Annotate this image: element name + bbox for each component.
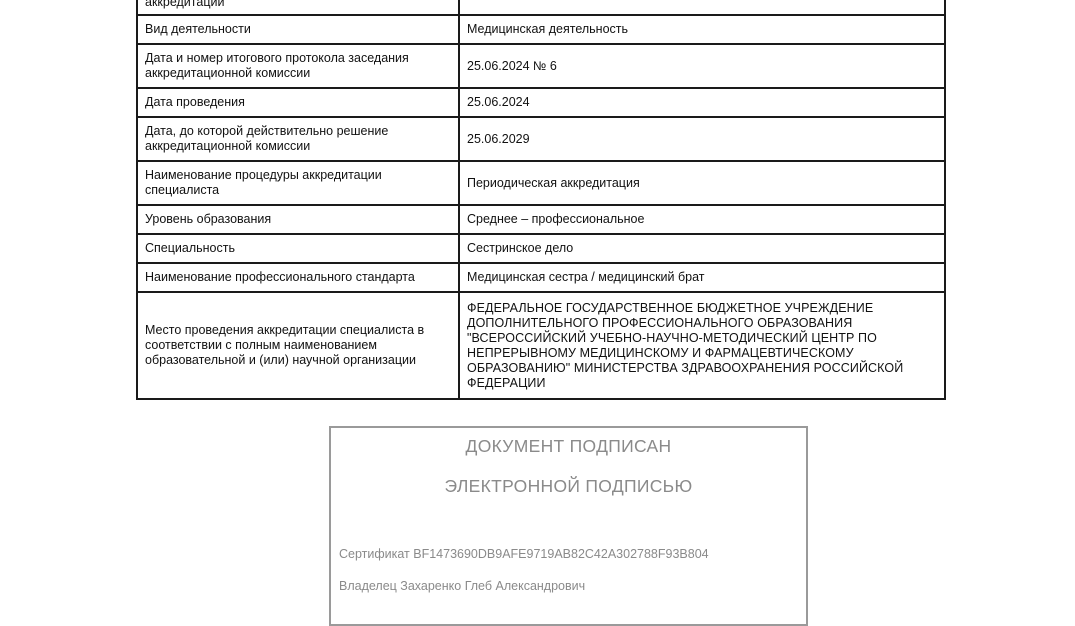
row-label: Специальность — [137, 234, 459, 263]
row-label: аккредитации — [137, 0, 459, 15]
table-row — [137, 88, 945, 117]
signature-title-line-2: ЭЛЕКТРОННОЙ ПОДПИСЬЮ — [444, 476, 693, 496]
row-label: Наименование процедуры аккредитации специалиста — [137, 161, 459, 205]
row-label: Вид деятельности — [137, 15, 459, 44]
signature-certificate: Сертификат BF1473690DB9AFE9719AB82C42A302788F93B804 — [339, 547, 709, 561]
table-row — [137, 263, 945, 292]
row-value: 25.06.2024 № 6 — [459, 44, 945, 88]
row-value: Среднее – профессиональное — [459, 205, 945, 234]
row-label: Дата проведения — [137, 88, 459, 117]
table-row — [137, 161, 945, 205]
signature-title-line-1: ДОКУМЕНТ ПОДПИСАН — [465, 436, 672, 456]
row-label: Наименование профессионального стандарта — [137, 263, 459, 292]
row-label: Место проведения аккредитации специалиста в соответствии с полным наименованием образовательной и (или) научной организации — [137, 292, 459, 399]
row-label: Дата и номер итогового протокола заседания аккредитационной комиссии — [137, 44, 459, 88]
row-value: Сестринское дело — [459, 234, 945, 263]
row-value: ФЕДЕРАЛЬНОЕ ГОСУДАРСТВЕННОЕ БЮДЖЕТНОЕ УЧРЕЖДЕНИЕ ДОПОЛНИТЕЛЬНОГО ПРОФЕССИОНАЛЬНОГО ОБРАЗОВАНИЯ "ВСЕРОССИЙСКИЙ УЧЕБНО-НАУЧНО-МЕТОДИЧЕСКИЙ ЦЕНТР ПО НЕПРЕРЫВНОМУ МЕДИЦИНСКОМУ И ФАРМАЦЕВТИЧЕСКОМУ ОБРАЗОВАНИЮ" МИНИСТЕРСТВА ЗДРАВООХРАНЕНИЯ РОССИЙСКОЙ ФЕДЕРАЦИИ — [459, 292, 945, 399]
row-value: Периодическая аккредитация — [459, 161, 945, 205]
row-label: Уровень образования — [137, 205, 459, 234]
row-value: Медицинская деятельность — [459, 15, 945, 44]
row-value — [459, 0, 945, 15]
table-row — [137, 234, 945, 263]
electronic-signature-stamp — [329, 426, 808, 626]
row-value: 25.06.2024 — [459, 88, 945, 117]
signature-owner: Владелец Захаренко Глеб Александрович — [339, 579, 586, 593]
table-row — [137, 15, 945, 44]
row-label: Дата, до которой действительно решение аккредитационной комиссии — [137, 117, 459, 161]
accreditation-table — [136, 0, 946, 400]
table-row — [137, 205, 945, 234]
row-value: Медицинская сестра / медицинский брат — [459, 263, 945, 292]
table-row — [137, 44, 945, 88]
row-value: 25.06.2029 — [459, 117, 945, 161]
table-row — [137, 0, 945, 15]
table-row — [137, 292, 945, 399]
table-row — [137, 117, 945, 161]
